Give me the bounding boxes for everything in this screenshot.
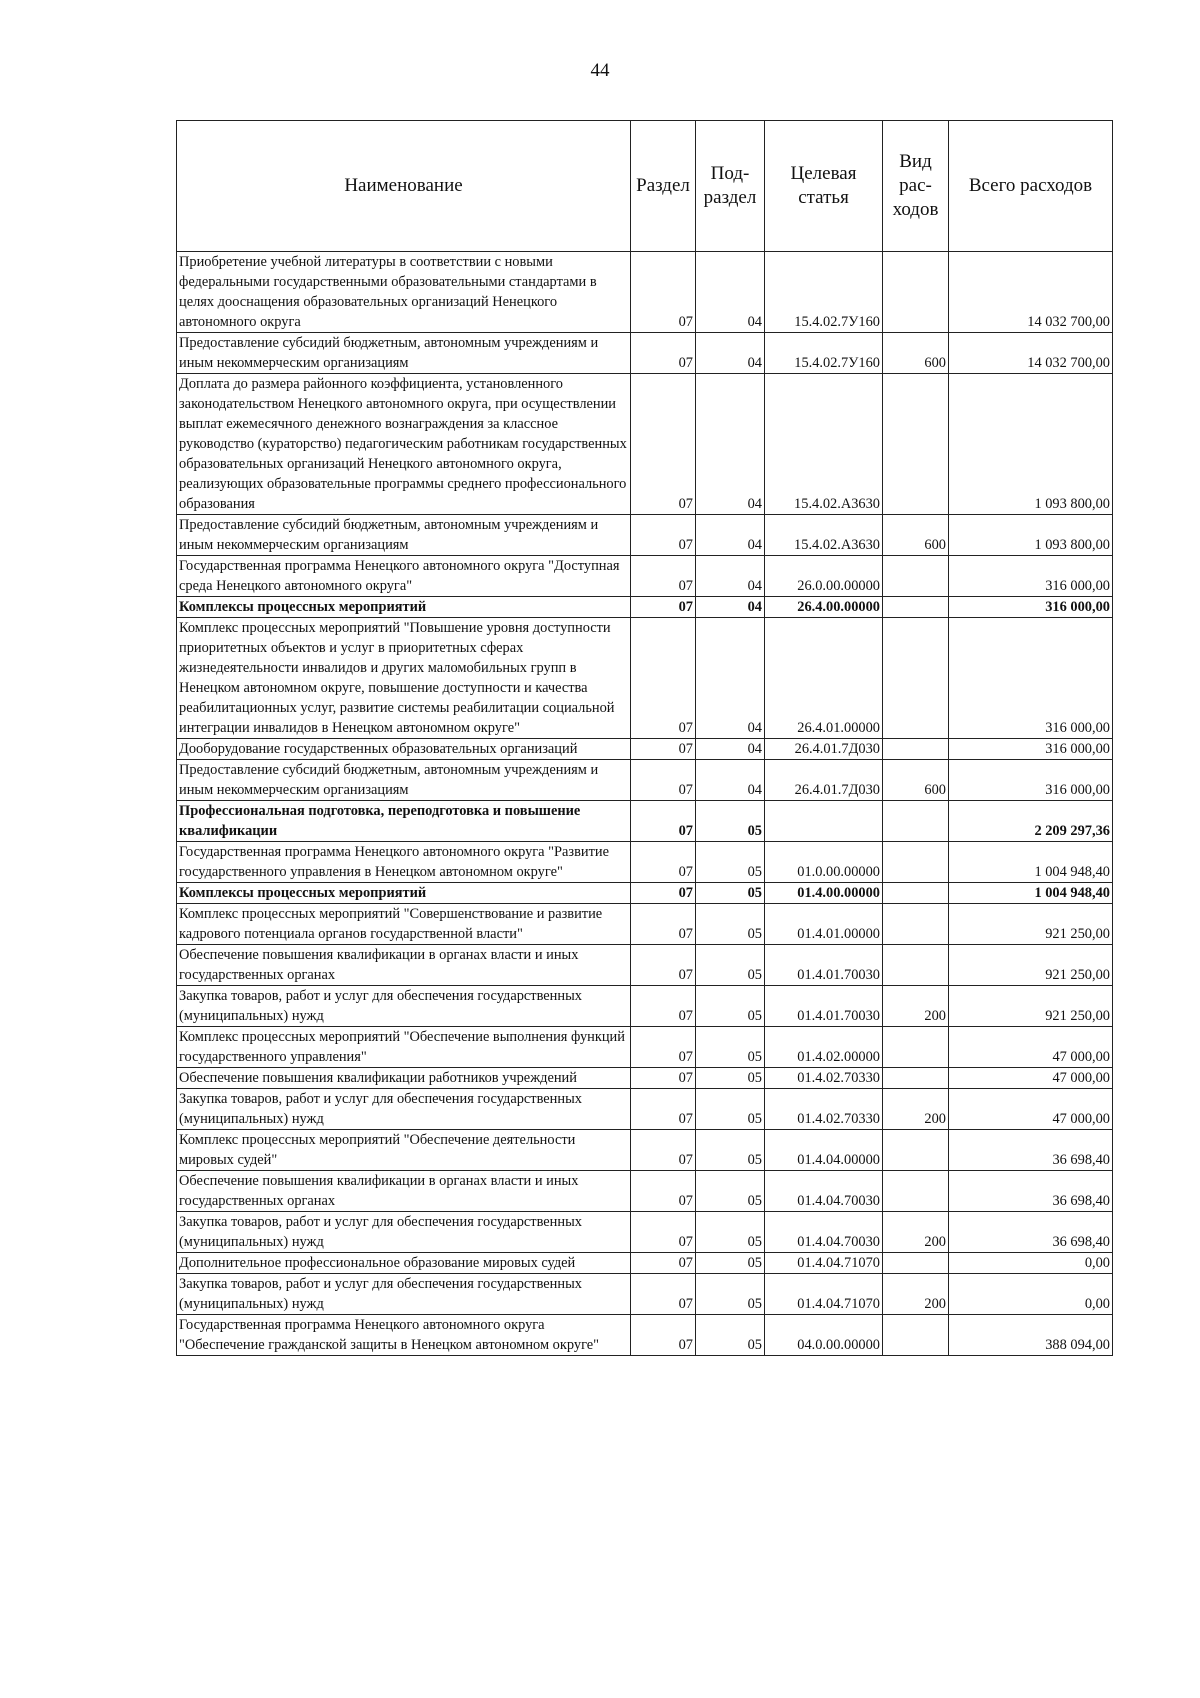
cell-target: 26.4.01.7Д030 <box>765 739 883 760</box>
cell-kind: 200 <box>883 986 949 1027</box>
cell-section: 07 <box>631 1212 696 1253</box>
table-row <box>177 618 1113 739</box>
cell-subsection: 05 <box>696 1171 765 1212</box>
budget-table <box>176 120 1113 1356</box>
cell-target: 01.4.04.70030 <box>765 1212 883 1253</box>
cell-subsection: 05 <box>696 986 765 1027</box>
cell-name: Закупка товаров, работ и услуг для обеспечения государственных (муниципальных) нужд <box>177 1212 631 1253</box>
cell-section: 07 <box>631 801 696 842</box>
table-row <box>177 556 1113 597</box>
cell-subsection: 04 <box>696 333 765 374</box>
cell-subsection: 04 <box>696 374 765 515</box>
cell-total: 14 032 700,00 <box>949 333 1113 374</box>
cell-total: 36 698,40 <box>949 1212 1113 1253</box>
cell-section: 07 <box>631 1171 696 1212</box>
table-row <box>177 1130 1113 1171</box>
cell-name: Обеспечение повышения квалификации работников учреждений <box>177 1068 631 1089</box>
table-row <box>177 945 1113 986</box>
cell-subsection: 05 <box>696 1212 765 1253</box>
cell-target: 04.0.00.00000 <box>765 1315 883 1356</box>
cell-target: 01.4.01.70030 <box>765 986 883 1027</box>
cell-subsection: 05 <box>696 1274 765 1315</box>
cell-section: 07 <box>631 1130 696 1171</box>
cell-target: 26.0.00.00000 <box>765 556 883 597</box>
cell-name: Государственная программа Ненецкого автономного округа "Развитие государственного управления в Ненецком автономном округе" <box>177 842 631 883</box>
cell-name: Дополнительное профессиональное образование мировых судей <box>177 1253 631 1274</box>
cell-target: 01.4.01.70030 <box>765 945 883 986</box>
table-row <box>177 1171 1113 1212</box>
cell-subsection: 04 <box>696 556 765 597</box>
cell-target: 01.4.02.00000 <box>765 1027 883 1068</box>
cell-section: 07 <box>631 1027 696 1068</box>
header-subsection: Под- раздел <box>696 121 765 252</box>
cell-subsection: 04 <box>696 760 765 801</box>
cell-total: 47 000,00 <box>949 1089 1113 1130</box>
table-header <box>177 121 1113 252</box>
cell-name: Предоставление субсидий бюджетным, автономным учреждениям и иным некоммерческим организациям <box>177 333 631 374</box>
cell-total: 316 000,00 <box>949 597 1113 618</box>
cell-total: 1 093 800,00 <box>949 374 1113 515</box>
cell-name: Предоставление субсидий бюджетным, автономным учреждениям и иным некоммерческим организациям <box>177 515 631 556</box>
cell-kind <box>883 1068 949 1089</box>
table-body <box>177 252 1113 1356</box>
cell-subsection: 05 <box>696 801 765 842</box>
cell-kind: 200 <box>883 1212 949 1253</box>
cell-section: 07 <box>631 556 696 597</box>
cell-kind <box>883 556 949 597</box>
table-row <box>177 986 1113 1027</box>
table-row <box>177 1212 1113 1253</box>
header-target: Целевая статья <box>765 121 883 252</box>
cell-total: 1 004 948,40 <box>949 842 1113 883</box>
cell-target: 26.4.01.7Д030 <box>765 760 883 801</box>
cell-name: Дооборудование государственных образовательных организаций <box>177 739 631 760</box>
cell-kind: 600 <box>883 515 949 556</box>
cell-total: 0,00 <box>949 1274 1113 1315</box>
cell-total: 388 094,00 <box>949 1315 1113 1356</box>
cell-kind <box>883 374 949 515</box>
cell-kind: 200 <box>883 1089 949 1130</box>
cell-total: 316 000,00 <box>949 556 1113 597</box>
cell-target: 01.4.04.70030 <box>765 1171 883 1212</box>
cell-section: 07 <box>631 1089 696 1130</box>
table-row <box>177 597 1113 618</box>
cell-target: 15.4.02.А3630 <box>765 374 883 515</box>
cell-kind <box>883 945 949 986</box>
page-number: 44 <box>590 60 610 81</box>
cell-name: Комплекс процессных мероприятий "Совершенствование и развитие кадрового потенциала органов государственной власти" <box>177 904 631 945</box>
cell-target: 26.4.00.00000 <box>765 597 883 618</box>
cell-subsection: 04 <box>696 739 765 760</box>
cell-target: 15.4.02.7У160 <box>765 252 883 333</box>
cell-subsection: 05 <box>696 883 765 904</box>
cell-name: Приобретение учебной литературы в соответствии с новыми федеральными государственными образовательными стандартами в целях дооснащения образовательных организаций Ненецкого автономного округа <box>177 252 631 333</box>
cell-name: Обеспечение повышения квалификации в органах власти и иных государственных органах <box>177 1171 631 1212</box>
table-row <box>177 1253 1113 1274</box>
cell-section: 07 <box>631 739 696 760</box>
cell-target: 01.4.00.00000 <box>765 883 883 904</box>
cell-kind <box>883 842 949 883</box>
cell-target: 01.4.02.70330 <box>765 1068 883 1089</box>
cell-kind <box>883 1130 949 1171</box>
cell-kind: 200 <box>883 1274 949 1315</box>
header-kind: Вид рас- ходов <box>883 121 949 252</box>
cell-subsection: 05 <box>696 945 765 986</box>
cell-subsection: 05 <box>696 1089 765 1130</box>
cell-total: 47 000,00 <box>949 1068 1113 1089</box>
cell-section: 07 <box>631 986 696 1027</box>
table-row <box>177 374 1113 515</box>
cell-total: 36 698,40 <box>949 1130 1113 1171</box>
table-row <box>177 1089 1113 1130</box>
cell-section: 07 <box>631 883 696 904</box>
cell-name: Предоставление субсидий бюджетным, автономным учреждениям и иным некоммерческим организациям <box>177 760 631 801</box>
cell-subsection: 04 <box>696 515 765 556</box>
cell-name: Закупка товаров, работ и услуг для обеспечения государственных (муниципальных) нужд <box>177 1274 631 1315</box>
cell-subsection: 05 <box>696 1130 765 1171</box>
cell-target: 01.0.00.00000 <box>765 842 883 883</box>
cell-section: 07 <box>631 333 696 374</box>
cell-total: 2 209 297,36 <box>949 801 1113 842</box>
cell-name: Комплекс процессных мероприятий "Обеспечение выполнения функций государственного управления" <box>177 1027 631 1068</box>
cell-target: 15.4.02.7У160 <box>765 333 883 374</box>
table-row <box>177 252 1113 333</box>
cell-section: 07 <box>631 842 696 883</box>
cell-target: 01.4.01.00000 <box>765 904 883 945</box>
cell-name: Закупка товаров, работ и услуг для обеспечения государственных (муниципальных) нужд <box>177 1089 631 1130</box>
cell-target: 01.4.04.00000 <box>765 1130 883 1171</box>
cell-name: Профессиональная подготовка, переподготовка и повышение квалификации <box>177 801 631 842</box>
cell-target: 01.4.02.70330 <box>765 1089 883 1130</box>
cell-section: 07 <box>631 515 696 556</box>
cell-section: 07 <box>631 597 696 618</box>
cell-name: Государственная программа Ненецкого автономного округа "Обеспечение гражданской защиты в Ненецком автономном округе" <box>177 1315 631 1356</box>
cell-name: Комплексы процессных мероприятий <box>177 597 631 618</box>
cell-section: 07 <box>631 904 696 945</box>
cell-subsection: 05 <box>696 1068 765 1089</box>
table-row <box>177 1315 1113 1356</box>
cell-target: 15.4.02.А3630 <box>765 515 883 556</box>
cell-target: 01.4.04.71070 <box>765 1253 883 1274</box>
table-row <box>177 1068 1113 1089</box>
table-row <box>177 515 1113 556</box>
cell-name: Закупка товаров, работ и услуг для обеспечения государственных (муниципальных) нужд <box>177 986 631 1027</box>
table-row <box>177 333 1113 374</box>
table-row <box>177 801 1113 842</box>
cell-kind: 600 <box>883 760 949 801</box>
cell-total: 14 032 700,00 <box>949 252 1113 333</box>
cell-target: 26.4.01.00000 <box>765 618 883 739</box>
cell-kind <box>883 1171 949 1212</box>
cell-name: Государственная программа Ненецкого автономного округа "Доступная среда Ненецкого автономного округа" <box>177 556 631 597</box>
table-row <box>177 842 1113 883</box>
cell-section: 07 <box>631 945 696 986</box>
cell-subsection: 04 <box>696 618 765 739</box>
cell-name: Доплата до размера районного коэффициента, установленного законодательством Ненецкого автономного округа, при осуществлении выплат ежемесячного денежного вознаграждения за классное руководство (кураторство) педагогическим работникам государственных образовательных организаций Ненецкого автономного округа, реализующих образовательные программы среднего профессионального образования <box>177 374 631 515</box>
cell-name: Комплексы процессных мероприятий <box>177 883 631 904</box>
cell-kind: 600 <box>883 333 949 374</box>
cell-subsection: 05 <box>696 1253 765 1274</box>
cell-subsection: 05 <box>696 1027 765 1068</box>
cell-total: 0,00 <box>949 1253 1113 1274</box>
cell-total: 921 250,00 <box>949 986 1113 1027</box>
header-section: Раздел <box>631 121 696 252</box>
table-row <box>177 1027 1113 1068</box>
cell-section: 07 <box>631 760 696 801</box>
cell-total: 47 000,00 <box>949 1027 1113 1068</box>
cell-subsection: 04 <box>696 252 765 333</box>
cell-subsection: 05 <box>696 1315 765 1356</box>
cell-total: 921 250,00 <box>949 945 1113 986</box>
cell-subsection: 05 <box>696 904 765 945</box>
cell-kind <box>883 739 949 760</box>
table-row <box>177 904 1113 945</box>
cell-name: Комплекс процессных мероприятий "Обеспечение деятельности мировых судей" <box>177 1130 631 1171</box>
cell-target: 01.4.04.71070 <box>765 1274 883 1315</box>
cell-total: 316 000,00 <box>949 739 1113 760</box>
cell-section: 07 <box>631 1274 696 1315</box>
table-row <box>177 1274 1113 1315</box>
cell-kind <box>883 597 949 618</box>
cell-kind <box>883 618 949 739</box>
cell-kind <box>883 252 949 333</box>
cell-name: Обеспечение повышения квалификации в органах власти и иных государственных органах <box>177 945 631 986</box>
cell-subsection: 04 <box>696 597 765 618</box>
cell-total: 316 000,00 <box>949 618 1113 739</box>
cell-kind <box>883 1315 949 1356</box>
header-total: Всего расходов <box>949 121 1113 252</box>
cell-section: 07 <box>631 1253 696 1274</box>
cell-section: 07 <box>631 374 696 515</box>
cell-kind <box>883 883 949 904</box>
cell-kind <box>883 1027 949 1068</box>
cell-subsection: 05 <box>696 842 765 883</box>
cell-kind <box>883 1253 949 1274</box>
table-row <box>177 760 1113 801</box>
cell-section: 07 <box>631 1315 696 1356</box>
cell-total: 1 093 800,00 <box>949 515 1113 556</box>
header-name: Наименование <box>177 121 631 252</box>
cell-target <box>765 801 883 842</box>
cell-section: 07 <box>631 252 696 333</box>
cell-section: 07 <box>631 618 696 739</box>
table-row <box>177 739 1113 760</box>
cell-total: 921 250,00 <box>949 904 1113 945</box>
table-row <box>177 883 1113 904</box>
cell-kind <box>883 904 949 945</box>
cell-total: 36 698,40 <box>949 1171 1113 1212</box>
cell-name: Комплекс процессных мероприятий "Повышение уровня доступности приоритетных объектов и услуг в приоритетных сферах жизнедеятельности инвалидов и других маломобильных групп в Ненецком автономном округе, повышение доступности и качества реабилитационных услуг, развитие системы реабилитации социальной интеграции инвалидов в Ненецком автономном округе" <box>177 618 631 739</box>
cell-kind <box>883 801 949 842</box>
cell-section: 07 <box>631 1068 696 1089</box>
cell-total: 1 004 948,40 <box>949 883 1113 904</box>
cell-total: 316 000,00 <box>949 760 1113 801</box>
